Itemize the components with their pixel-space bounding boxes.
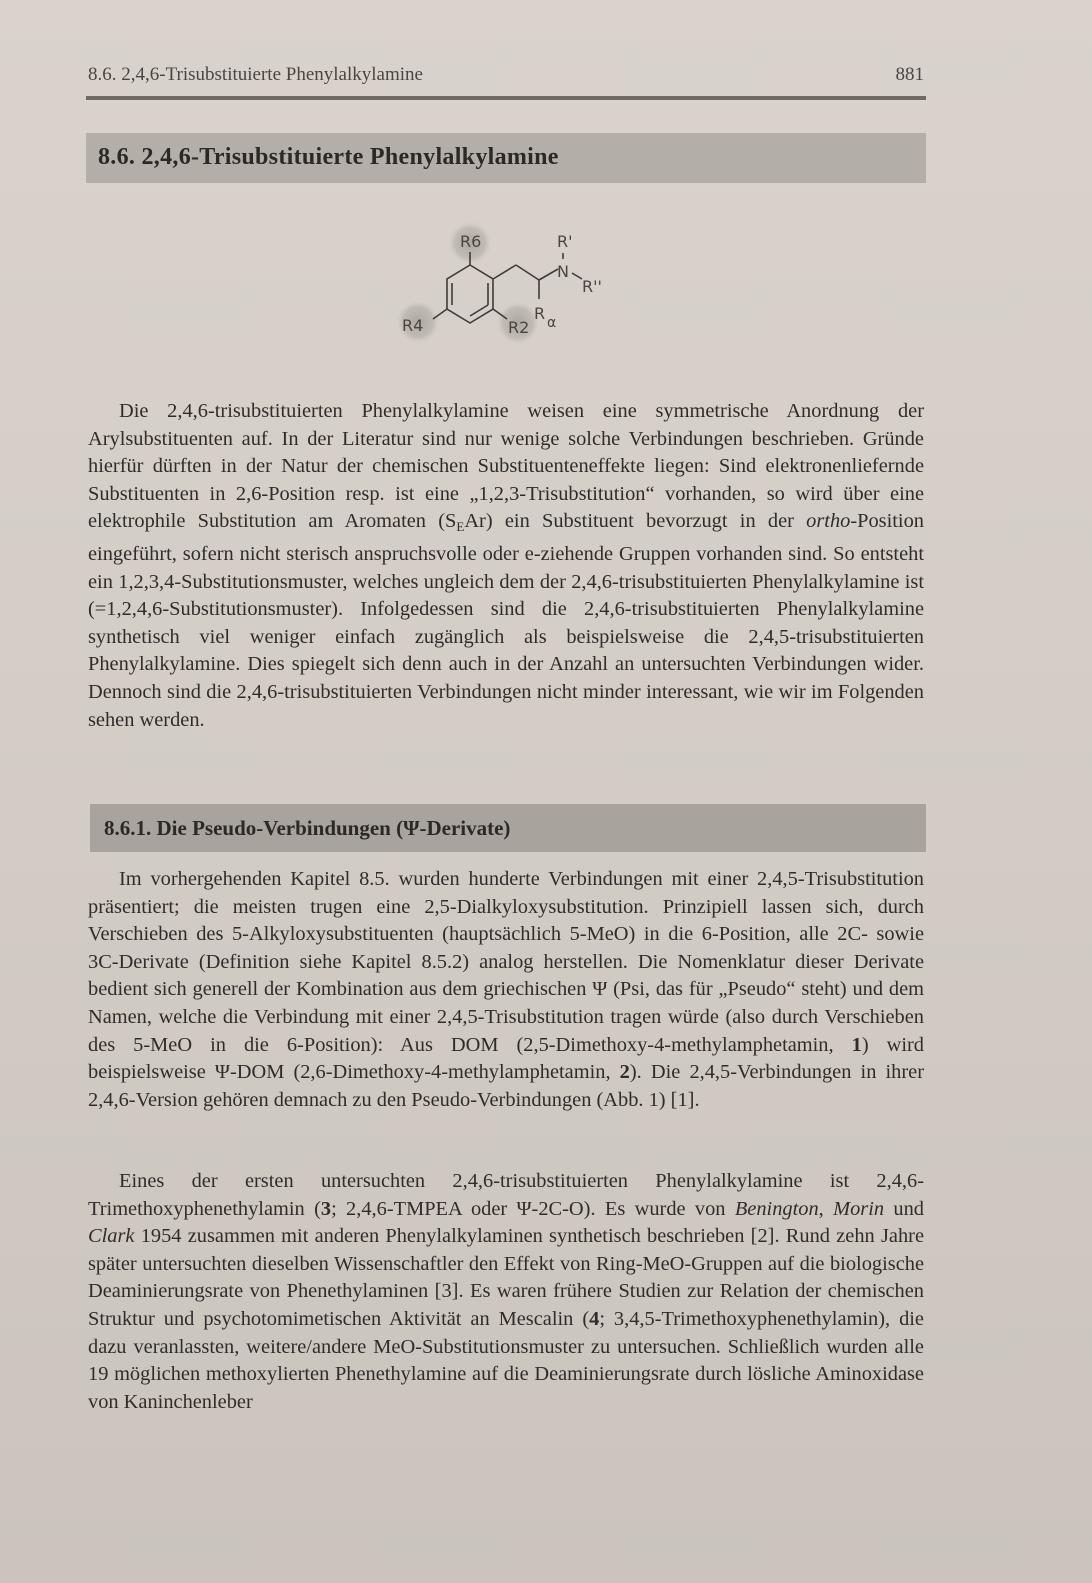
- label-r-alpha-r: R: [534, 304, 546, 323]
- subsection-heading-box: [90, 804, 926, 852]
- header-rule: [86, 96, 926, 100]
- section-title: 8.6. 2,4,6-Trisubstituierte Phenylalkylamine: [98, 144, 559, 170]
- pseudo-paragraph: Im vorhergehenden Kapitel 8.5. wurden hunderte Verbindungen mit einer 2,4,5-Trisubstitution präsentiert; die meisten trugen eine 2,5-Dialkyloxysubstitution. Prinzipiell lassen sich, durch Verschieben des 5-Alkyloxysubstituenten (hauptsächlich 5-MeO) in die 6-Position, alle 2C- sowie 3C-Derivate (Definition siehe Kapitel 8.5.2) analog herstellen. Die Nomenklatur dieser Derivate bedient sich generell der Kombination aus dem griechischen Ψ (Psi, das für „Pseudo“ steht) und dem Namen, welche die Verbindung mit einer 2,4,5-Trisubstitution tragen würde (also durch Verschieben des 5-MeO in die 6-Position): Aus DOM (2,5-Dimethoxy-4-methylamphetamin, 1) wird beispielsweise Ψ-DOM (2,6-Dimethoxy-4-methylamphetamin, 2). Die 2,4,5-Verbindungen in ihrer 2,4,6-Version gehören demnach zu den Pseudo-Verbindungen (Abb. 1) [1].: [88, 868, 924, 1111]
- running-title: 8.6. 2,4,6-Trisubstituierte Phenylalkylamine: [88, 64, 423, 85]
- intro-paragraph: Die 2,4,6-trisubstituierten Phenylalkylamine weisen eine symmetrische Anordnung der Arylsubstituenten auf. In der Literatur sind nur wenige solche Verbindungen beschrieben. Gründe hierfür dürften in der Natur der chemischen Substituenteneffekte liegen: Sind elektronenliefernde Substituenten in 2,6-Position resp. ist eine „1,2,3-Trisubstitution“ vorhanden, so wird über eine elektrophile Substitution am Aromaten (SEAr) ein Substituent bevorzugt in der ortho-Position eingeführt, sofern nicht sterisch anspruchsvolle oder e-ziehende Gruppen vorhanden sind. So entsteht ein 1,2,3,4-Substitutionsmuster, welches ungleich dem der 2,4,6-trisubstituierten Phenylalkylamine ist (=1,2,4,6-Substitutionsmuster). Infolgedessen sind die 2,4,6-trisubstituierten Phenylalkylamine synthetisch viel weniger einfach zugänglich als beispielsweise die 2,4,5-trisubstituierten Phenylalkylamine. Dies spiegelt sich denn auch in der Anzahl an untersuchten Verbindungen wider. Dennoch sind die 2,4,6-trisubstituierten Verbindungen nicht minder interessant, wie wir im Folgenden sehen werden.: [88, 400, 924, 731]
- running-header: [88, 62, 924, 90]
- subsection-title: 8.6.1. Die Pseudo-Verbindungen (Ψ-Derivate): [104, 816, 511, 840]
- label-r-alpha-symbol: α: [547, 315, 557, 331]
- label-r6: R6: [460, 232, 482, 251]
- label-n: N: [557, 262, 569, 281]
- label-r2: R2: [508, 318, 530, 337]
- structure-diagram: [390, 215, 640, 355]
- tmpea-paragraph: Eines der ersten untersuchten 2,4,6-trisubstituierten Phenylalkylamine ist 2,4,6-Trimethoxyphenethylamin (3; 2,4,6-TMPEA oder Ψ-2C-O). Es wurde von Benington, Morin und Clark 1954 zusammen mit anderen Phenylalkylaminen synthetisch beschrieben [2]. Rund zehn Jahre später untersuchten dieselben Wissenschaftler den Effekt von Ring-MeO-Gruppen auf die biologische Deaminierungsrate von Phenethylaminen [3]. Es waren frühere Studien zur Relation der chemischen Struktur und psychotomimetischen Aktivität an Mescalin (4; 3,4,5-Trimethoxyphenethylamin), die dazu veranlassten, weitere/andere MeO-Substitutionsmuster zu untersuchen. Schließlich wurden alle 19 möglichen methoxylierten Phenethylamine auf die Deaminierungsrate durch lösliche Aminoxidase von Kaninchenleber: [88, 1170, 924, 1413]
- label-r-prime: R': [557, 232, 573, 251]
- page-number: 881: [895, 64, 924, 85]
- section-heading-box: [86, 133, 926, 183]
- label-r4: R4: [402, 316, 424, 335]
- label-r-double-prime: R'': [582, 277, 602, 296]
